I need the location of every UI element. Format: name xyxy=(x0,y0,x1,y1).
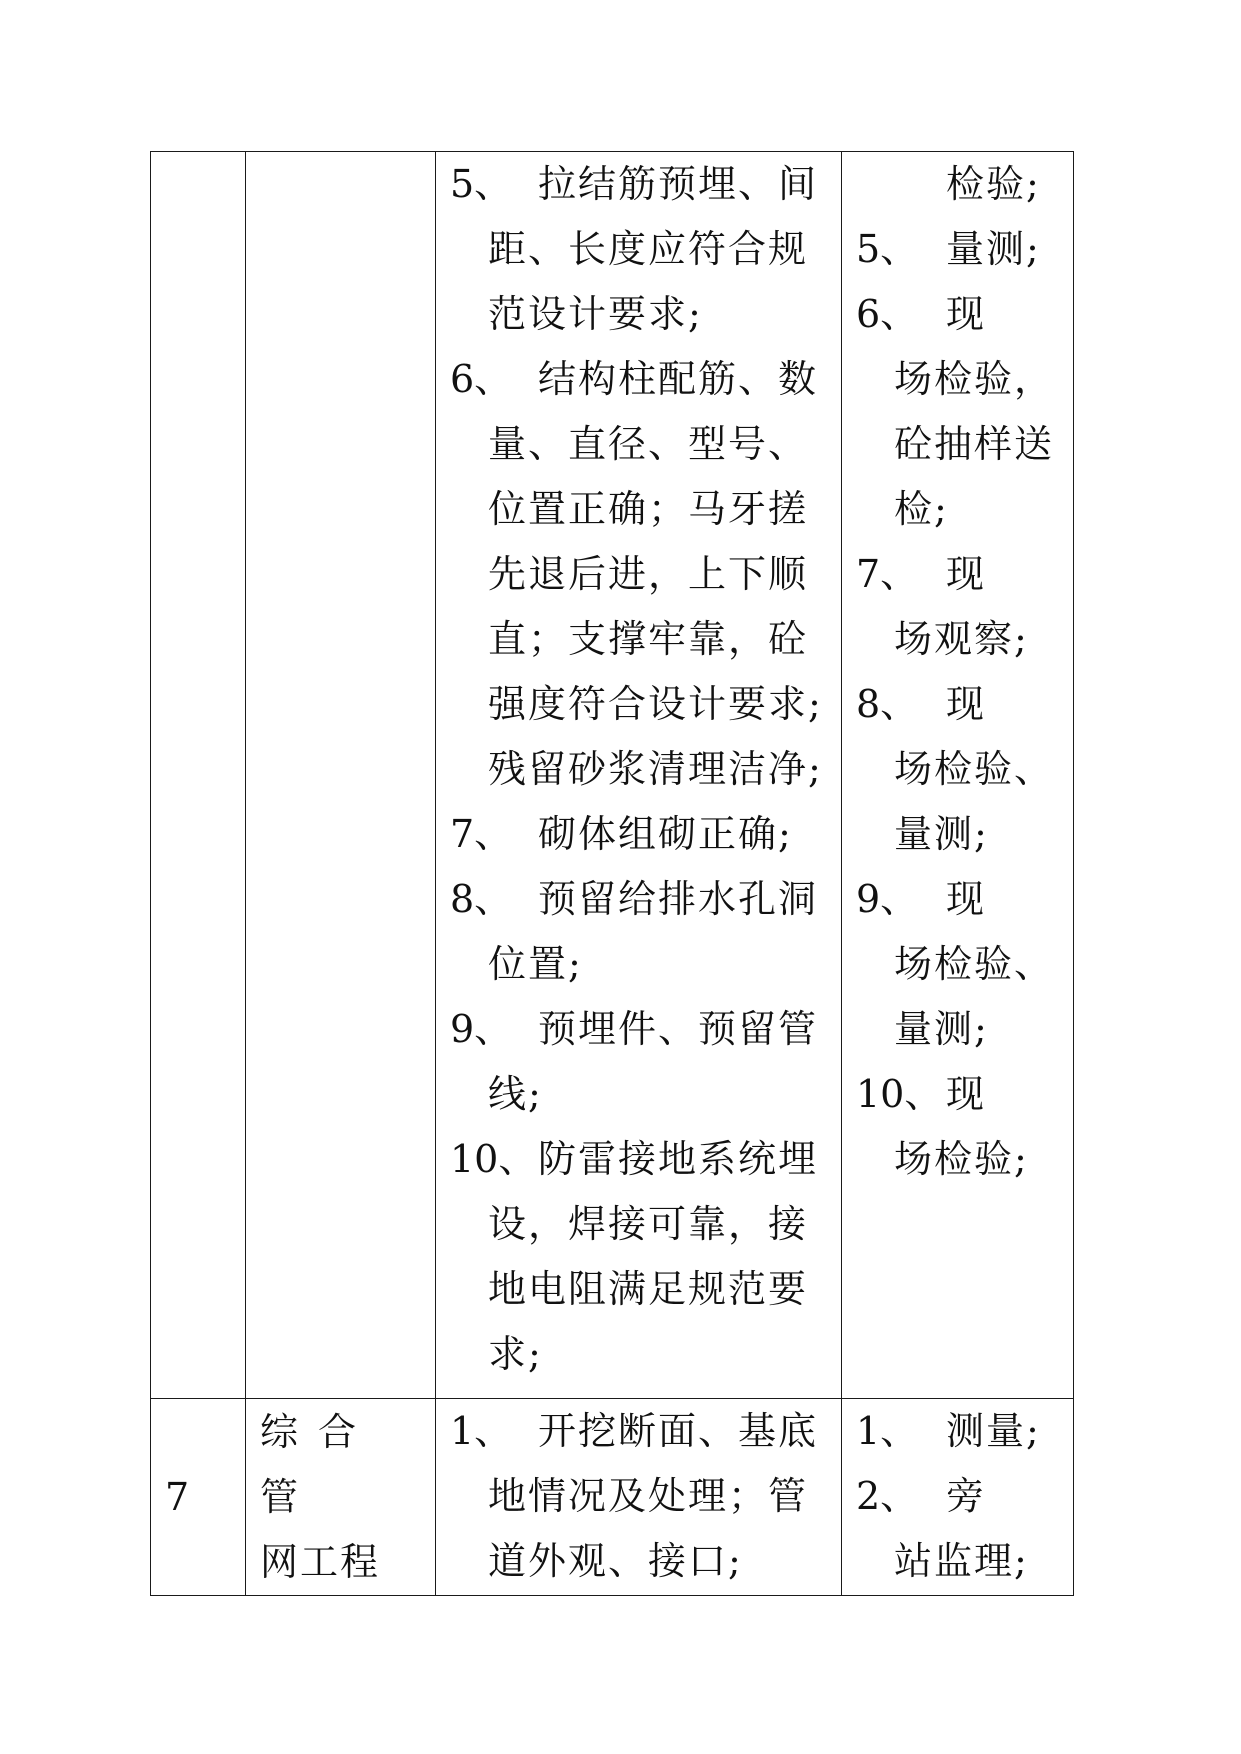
methods-cell xyxy=(842,1399,1074,1596)
list-item xyxy=(856,1399,1065,1464)
item-number: 10、 xyxy=(450,1137,537,1181)
item-text: 拉结筋预埋、间距、长度应符合规范设计要求; xyxy=(488,162,819,336)
list-item xyxy=(450,997,833,1127)
item-number: 9、 xyxy=(450,1007,513,1051)
name-cell xyxy=(246,1399,436,1596)
item-number: 6、 xyxy=(856,292,919,336)
item-number: 1、 xyxy=(856,1409,919,1453)
methods-list xyxy=(856,1399,1065,1594)
item-text: 现 场检验、量测; xyxy=(894,877,1055,1051)
item-text: 旁 站监理; xyxy=(894,1474,1029,1583)
list-item xyxy=(856,282,1065,542)
requirements-list xyxy=(450,152,833,1387)
inspection-table xyxy=(150,151,1074,1596)
item-text: 现 场观察; xyxy=(894,552,1029,661)
requirements-cell xyxy=(436,1399,842,1596)
item-text: 现 场检验、量测; xyxy=(894,682,1055,856)
list-item xyxy=(856,867,1065,1062)
list-item xyxy=(450,347,833,802)
item-text: 砌体组砌正确; xyxy=(538,812,793,856)
methods-cell xyxy=(842,152,1074,1399)
item-text: 防雷接地系统埋设，焊接可靠，接地电阻满足规范要求; xyxy=(488,1137,819,1376)
item-text: 量测; xyxy=(946,227,1041,271)
item-text: 现 场检验; xyxy=(894,1072,1029,1181)
requirements-cell xyxy=(436,152,842,1399)
item-text: 测量; xyxy=(946,1409,1041,1453)
item-text: 开挖断面、基底地情况及处理；管道外观、接口; xyxy=(488,1409,819,1583)
list-item xyxy=(856,152,1065,217)
item-text: 结构柱配筋、数量、直径、型号、位置正确；马牙搓先退后进，上下顺直；支撑牢靠，砼强度符合设计要求;残留砂浆清理洁净; xyxy=(488,357,823,791)
name-cell xyxy=(246,152,436,1399)
item-number: 10、 xyxy=(856,1072,943,1116)
methods-list xyxy=(856,152,1065,1192)
list-item xyxy=(856,542,1065,672)
list-item xyxy=(856,1464,1065,1594)
item-number: 6、 xyxy=(450,357,513,401)
item-number: 5、 xyxy=(856,227,919,271)
item-number: 8、 xyxy=(450,877,513,921)
no-cell: 7 xyxy=(151,1399,246,1596)
table-row xyxy=(151,152,1074,1399)
list-item xyxy=(450,1399,833,1594)
list-item xyxy=(856,217,1065,282)
item-text: 预埋件、预留管线; xyxy=(488,1007,819,1116)
item-text: 检验; xyxy=(946,162,1041,206)
list-item xyxy=(450,802,833,867)
list-item xyxy=(450,152,833,347)
table-row xyxy=(151,1399,1074,1596)
name-line: 综合管 xyxy=(260,1409,377,1519)
list-item xyxy=(450,867,833,997)
item-number: 7、 xyxy=(450,812,513,856)
item-number: 9、 xyxy=(856,877,919,921)
item-number: 8、 xyxy=(856,682,919,726)
item-text: 预留给排水孔洞位置; xyxy=(488,877,819,986)
requirements-list xyxy=(450,1399,833,1594)
item-number: 2、 xyxy=(856,1474,919,1518)
list-item xyxy=(450,1127,833,1387)
item-number: 1、 xyxy=(450,1409,513,1453)
list-item xyxy=(856,1062,1065,1192)
list-item xyxy=(856,672,1065,867)
no-cell xyxy=(151,152,246,1399)
item-number: 7、 xyxy=(856,552,919,596)
item-text: 现 场检验，砼抽样送检; xyxy=(894,292,1055,531)
name-line: 网工程 xyxy=(260,1539,381,1584)
item-number: 5、 xyxy=(450,162,513,206)
